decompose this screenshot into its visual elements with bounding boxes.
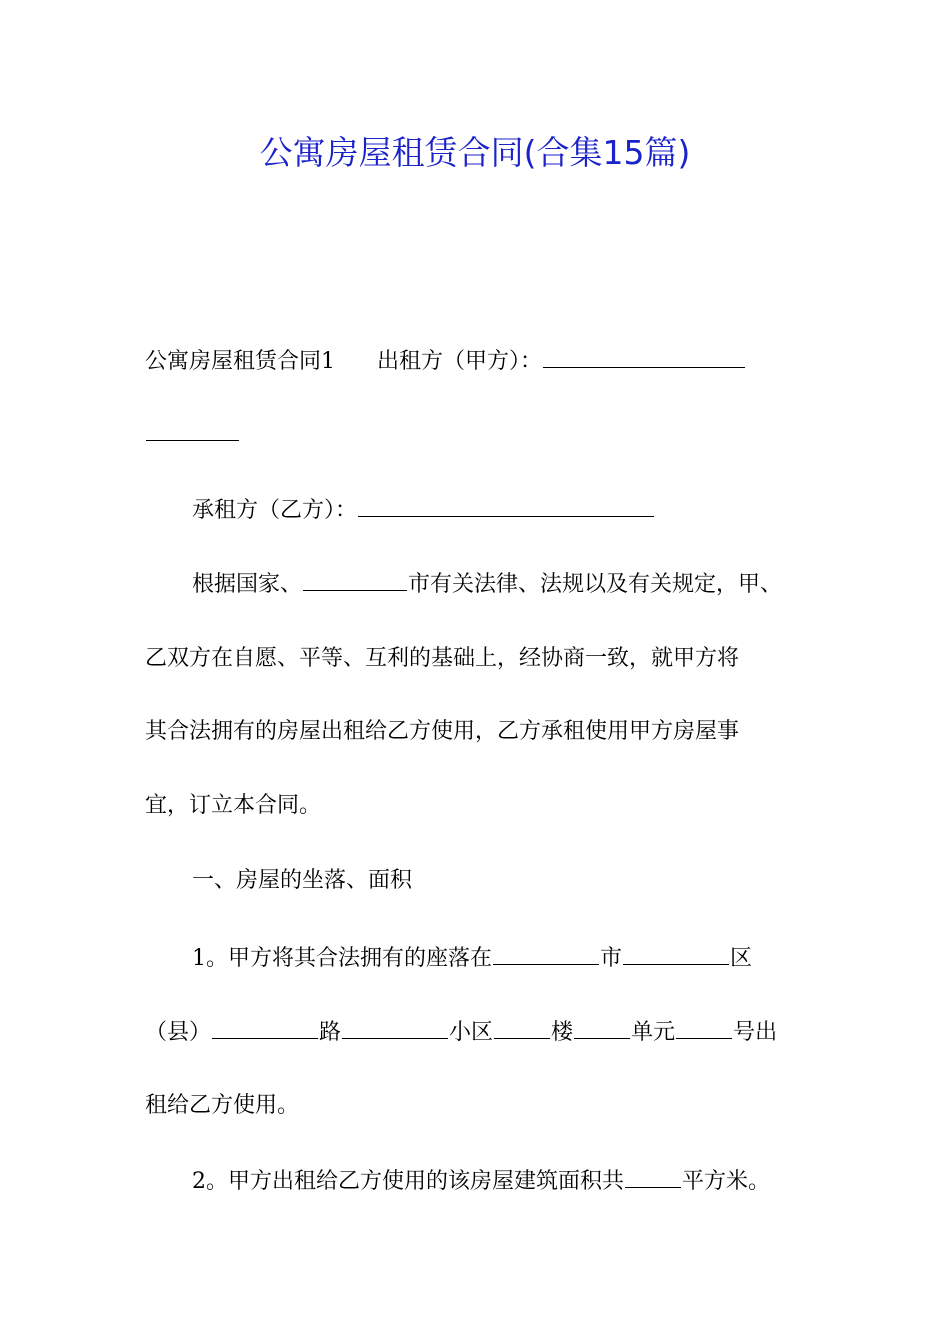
paragraph-line	[145, 345, 746, 377]
address-blank	[676, 1016, 732, 1039]
lessor-label: 出租方（甲方）：	[377, 349, 543, 374]
text-segment: 1。甲方将其合法拥有的座落在	[192, 946, 492, 971]
text-segment: 市有关法律、法规以及有关规定，甲、	[408, 572, 783, 597]
lessor-blank	[543, 345, 745, 368]
address-blank	[494, 1016, 550, 1039]
text-segment: 根据国家、	[192, 572, 303, 597]
city-blank	[303, 568, 407, 591]
document-title: 公寓房屋租赁合同(合集15篇)	[259, 133, 691, 172]
lessee-blank	[358, 494, 654, 517]
text-segment: 楼	[551, 1020, 574, 1045]
text-segment: 平方米。	[682, 1169, 771, 1194]
address-blank	[212, 1016, 318, 1039]
section-heading: 一、房屋的坐落、面积	[192, 868, 413, 893]
paragraph-line	[192, 494, 655, 526]
text-segment: 市	[600, 946, 623, 971]
paragraph-line: 其合法拥有的房屋出租给乙方使用，乙方承租使用甲方房屋事	[145, 719, 740, 744]
text-segment: 单元	[631, 1020, 676, 1045]
text-segment: 区	[730, 946, 753, 971]
paragraph-line	[192, 1165, 770, 1197]
paragraph-line: 乙双方在自愿、平等、互利的基础上，经协商一致，就甲方将	[145, 646, 740, 671]
paragraph-line	[145, 1016, 777, 1048]
paragraph-line: 租给乙方使用。	[145, 1093, 300, 1118]
lessee-label: 承租方（乙方）：	[192, 498, 358, 523]
text-segment: 号出	[733, 1020, 778, 1045]
text-segment: 路	[319, 1020, 342, 1045]
text-segment: （县）	[145, 1020, 212, 1045]
area-blank	[625, 1165, 681, 1188]
contract-heading: 公寓房屋租赁合同1	[145, 349, 335, 374]
address-blank	[342, 1016, 448, 1039]
address-blank	[493, 942, 599, 965]
text-segment: 小区	[449, 1020, 494, 1045]
text-segment: 2。甲方出租给乙方使用的该房屋建筑面积共	[192, 1169, 624, 1194]
address-blank	[574, 1016, 630, 1039]
paragraph-line: 宜，订立本合同。	[145, 793, 322, 818]
lessor-blank-continued	[146, 418, 239, 441]
paragraph-line	[192, 568, 782, 600]
paragraph-line	[192, 942, 752, 974]
paragraph-line	[145, 418, 240, 450]
address-blank	[623, 942, 729, 965]
